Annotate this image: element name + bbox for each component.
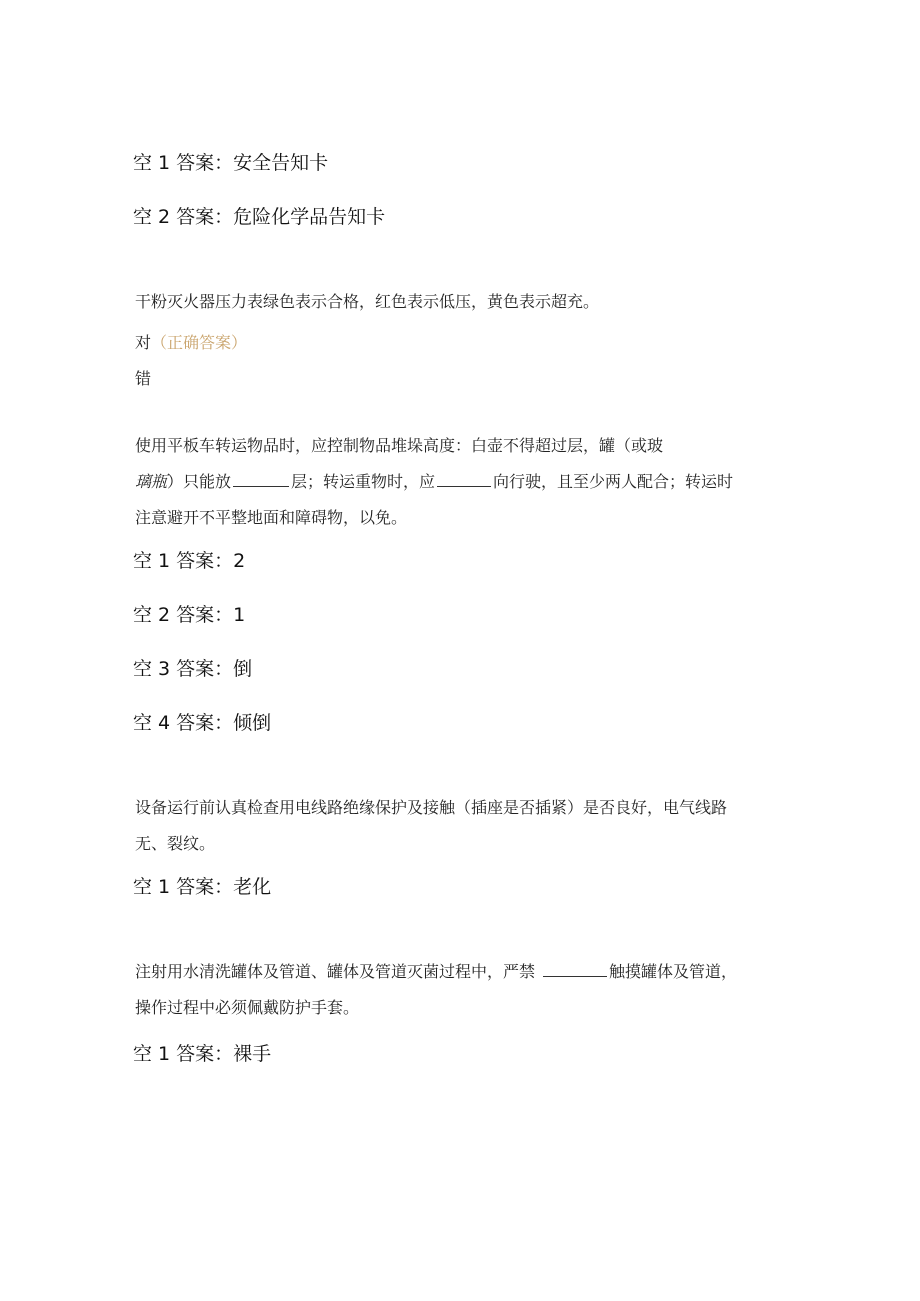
answer-blank (233, 472, 289, 487)
option-false (135, 369, 151, 389)
question-text-fragment: 璃瓶 (135, 472, 168, 491)
question-text-fragment: 向行驶，且至少两人配合；转运时 (493, 472, 734, 491)
correct-answer-note: （正确答案） (151, 333, 248, 352)
answer-blank (543, 962, 607, 977)
answer-line: 空 2 答案：1 (133, 604, 246, 626)
answer-line: 空 1 答案：安全告知卡 (133, 152, 329, 174)
question-text-line: 使用平板车转运物品时，应控制物品堆垛高度：白壶不得超过层，罐（或玻 (135, 436, 664, 455)
question-text-fragment: 注射用水清洗罐体及管道、罐体及管道灭菌过程中，严禁 (135, 962, 536, 981)
question-text-line: 注意避开不平整地面和障碍物，以免。 (135, 508, 408, 527)
answer-blank (437, 472, 491, 487)
answer-line: 空 2 答案：危险化学品告知卡 (133, 206, 386, 228)
answer-line: 空 1 答案：老化 (133, 876, 272, 898)
answer-line: 空 4 答案：倾倒 (133, 712, 272, 734)
question-text-line (135, 472, 733, 492)
question-text-fragment: 触摸罐体及管道， (609, 962, 738, 981)
answer-line: 空 1 答案：2 (133, 550, 246, 572)
option-label: 对 (135, 333, 152, 352)
question-text-line (135, 962, 737, 982)
question-text: 干粉灭火器压力表绿色表示合格，红色表示低压，黄色表示超充。 (135, 292, 600, 311)
option-true (135, 333, 247, 353)
option-label: 错 (135, 369, 152, 388)
question-text-line: 操作过程中必须佩戴防护手套。 (135, 998, 360, 1017)
question-text-fragment: 层；转运重物时，应 (291, 472, 436, 491)
question-text-fragment: ）只能放 (167, 472, 232, 491)
answer-line: 空 3 答案：倒 (133, 658, 253, 680)
question-text-line: 设备运行前认真检查用电线路绝缘保护及接触（插座是否插紧）是否良好，电气线路 (135, 798, 728, 817)
question-text-line: 无、裂纹。 (135, 834, 216, 853)
answer-line: 空 1 答案：裸手 (133, 1043, 272, 1065)
